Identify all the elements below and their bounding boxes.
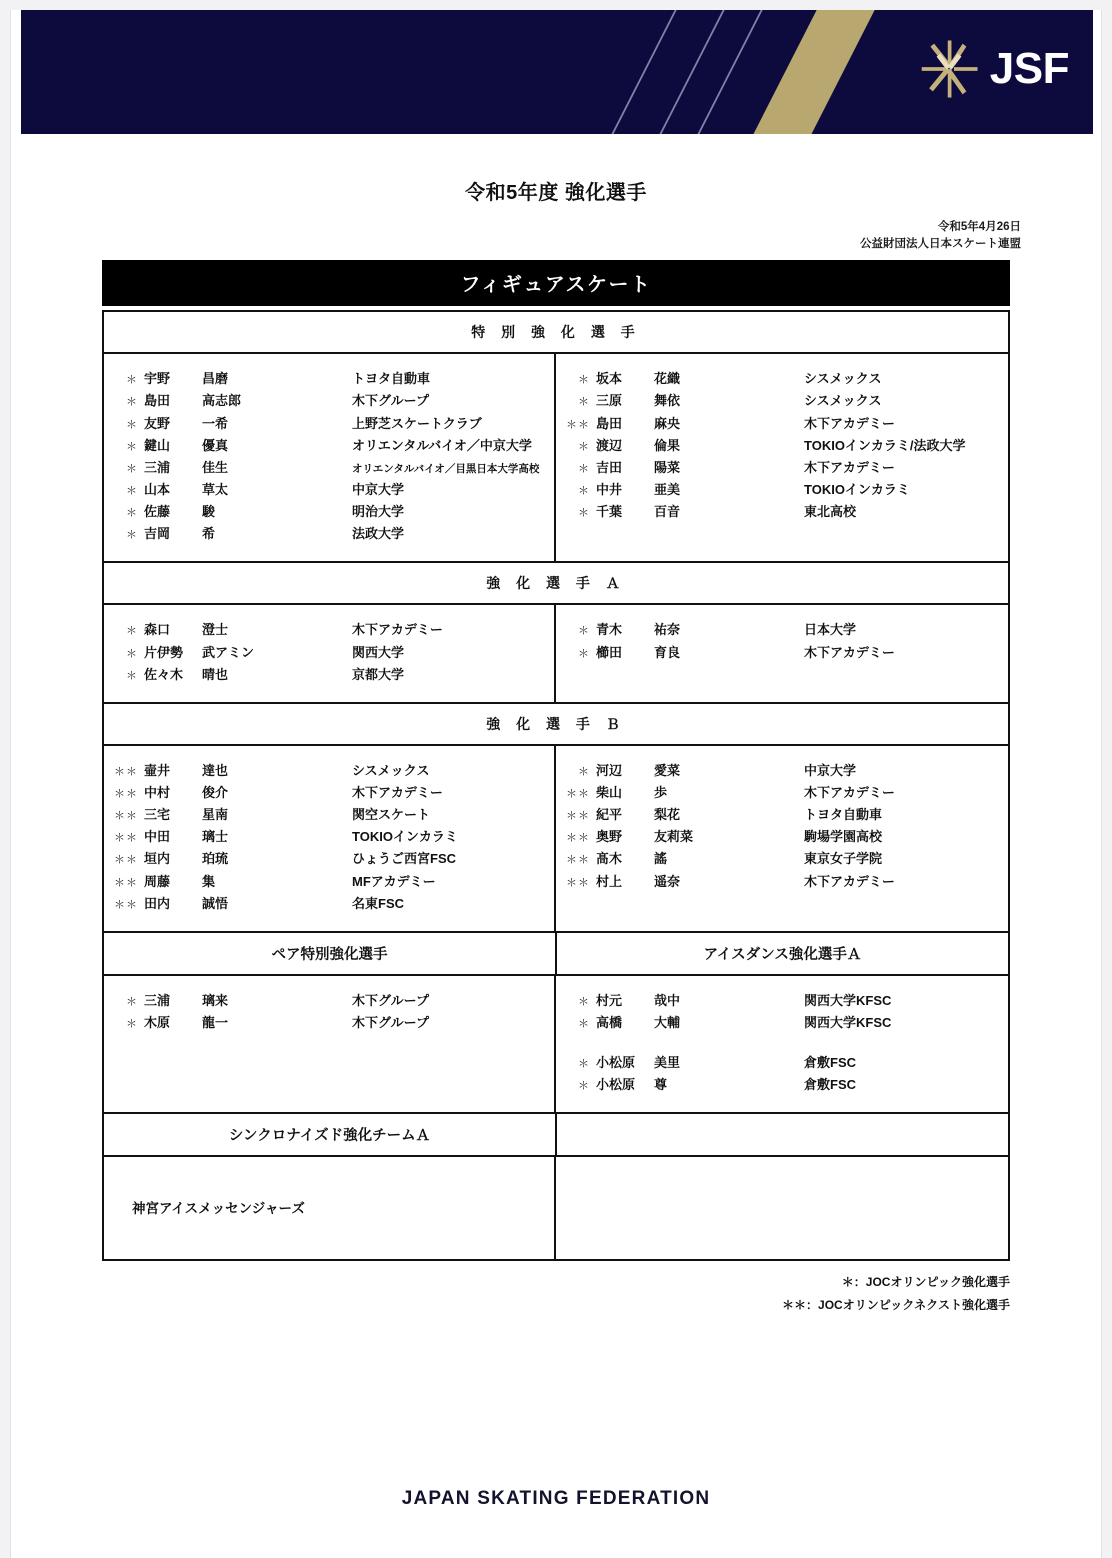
athlete-given-name: 祐奈	[654, 622, 681, 638]
roster-row	[104, 413, 554, 435]
athlete-affiliation: TOKIOインカラミ	[352, 829, 458, 845]
dance-column	[556, 976, 1008, 1113]
roster-row	[104, 501, 554, 523]
athlete-affiliation: 上野芝スケートクラブ	[352, 415, 482, 431]
athlete-given-name: 草太	[202, 482, 229, 498]
footnote-single-asterisk: ＊：JOCオリンピック強化選手	[841, 1275, 1010, 1290]
roster-row	[104, 479, 554, 501]
athlete-family-name: 田内	[144, 895, 171, 911]
roster-row	[104, 1012, 554, 1034]
asterisk-marker: ＊	[126, 396, 138, 409]
document-issuer: 公益財団法人日本スケート連盟	[860, 237, 1021, 250]
section-body-synchro	[104, 1157, 1008, 1259]
grade-b-right-column	[556, 746, 1008, 931]
athlete-affiliation: 木下アカデミー	[352, 785, 443, 801]
athlete-given-name: 尊	[654, 1077, 668, 1093]
section-header-synchro-label: シンクロナイズド強化チームＡ	[104, 1114, 557, 1155]
athlete-affiliation: 木下グループ	[352, 1015, 429, 1031]
athlete-family-name: 島田	[144, 393, 171, 409]
athlete-family-name: 渡辺	[596, 437, 623, 453]
section-body-grade-b	[104, 746, 1008, 933]
grade-b-left-column	[104, 746, 556, 931]
athlete-affiliation: 木下アカデミー	[804, 785, 895, 801]
synchro-header-empty-cell	[557, 1114, 1008, 1155]
asterisk-marker: ＊＊	[114, 810, 138, 823]
grade-a-left-column	[104, 605, 556, 701]
section-header-special: 特 別 強 化 選 手	[104, 312, 1008, 354]
asterisk-marker: ＊	[578, 1058, 590, 1071]
roster-row	[104, 871, 554, 893]
asterisk-marker: ＊	[126, 1018, 138, 1031]
roster-row	[556, 782, 1008, 804]
roster-row	[104, 760, 554, 782]
roster-row	[104, 390, 554, 412]
section-header-synchro	[104, 1114, 1008, 1157]
athlete-affiliation: ひょうご西宮FSC	[352, 851, 457, 867]
athlete-affiliation: 法政大学	[352, 526, 405, 542]
athlete-affiliation: 関西大学KFSC	[804, 992, 892, 1008]
header-banner	[21, 10, 1093, 134]
roster-row	[104, 893, 554, 915]
athlete-given-name: 一希	[202, 415, 229, 431]
athlete-family-name: 佐藤	[144, 504, 171, 520]
roster-row	[104, 642, 554, 664]
athlete-given-name: 謠	[654, 851, 668, 867]
athlete-family-name: 森口	[144, 622, 171, 638]
asterisk-marker: ＊	[578, 440, 590, 453]
section-header-grade-a: 強 化 選 手 Ａ	[104, 563, 1008, 605]
section-header-pair-dance	[104, 933, 1008, 976]
athlete-affiliation: 関空スケート	[352, 807, 431, 823]
discipline-bar: フィギュアスケート	[102, 260, 1010, 306]
section-header-dance: アイスダンス強化選手Ａ	[703, 946, 862, 963]
athlete-given-name: 友莉菜	[654, 829, 694, 845]
roster-spacer	[556, 1034, 1008, 1052]
athlete-affiliation: 木下アカデミー	[352, 622, 443, 638]
athlete-family-name: 柴山	[596, 785, 623, 801]
athlete-given-name: 希	[202, 526, 216, 542]
asterisk-marker: ＊	[578, 625, 590, 638]
roster-row	[556, 413, 1008, 435]
special-right-column	[556, 354, 1008, 561]
athlete-family-name: 島田	[596, 415, 623, 431]
athlete-given-name: 歩	[654, 785, 668, 801]
athlete-given-name: 花織	[654, 371, 681, 387]
athlete-given-name: 珀琉	[202, 851, 229, 867]
athlete-family-name: 村上	[596, 873, 623, 889]
athlete-family-name: 三浦	[144, 459, 171, 475]
asterisk-marker: ＊	[126, 529, 138, 542]
athlete-affiliation: 中京大学	[804, 762, 857, 778]
asterisk-marker: ＊	[578, 647, 590, 660]
athlete-family-name: 三宅	[144, 807, 171, 823]
athlete-family-name: 鍵山	[144, 437, 171, 453]
roster-row	[104, 523, 554, 545]
asterisk-marker: ＊	[126, 507, 138, 520]
document-date: 令和5年4月26日	[937, 221, 1021, 233]
athlete-given-name: 舞依	[654, 393, 681, 409]
athlete-affiliation: トヨタ自動車	[804, 807, 883, 823]
athlete-given-name: 麻央	[654, 415, 681, 431]
athlete-given-name: 遥奈	[654, 873, 681, 889]
athlete-affiliation: トヨタ自動車	[352, 371, 431, 387]
footnote-double-asterisk: ＊＊：JOCオリンピックネクスト強化選手	[782, 1298, 1010, 1313]
asterisk-marker: ＊	[126, 418, 138, 431]
synchro-team-name: 神宮アイスメッセンジャーズ	[132, 1201, 305, 1217]
roster-list	[556, 990, 1008, 1097]
athlete-affiliation: シスメックス	[804, 393, 882, 409]
roster-list	[104, 990, 554, 1034]
athlete-family-name: 櫛田	[596, 644, 623, 660]
athlete-given-name: 龍一	[202, 1015, 229, 1031]
athlete-family-name: 千葉	[596, 504, 623, 520]
roster-row	[556, 501, 1008, 523]
roster-row	[556, 642, 1008, 664]
athlete-given-name: 駿	[202, 504, 216, 520]
athlete-family-name: 中田	[144, 829, 171, 845]
athlete-family-name: 中村	[144, 785, 171, 801]
athlete-affiliation: 明治大学	[352, 504, 405, 520]
athlete-family-name: 垣内	[144, 851, 171, 867]
athlete-affiliation: 関西大学KFSC	[804, 1015, 892, 1031]
athlete-affiliation: 木下アカデミー	[804, 459, 895, 475]
athlete-family-name: 吉岡	[144, 526, 171, 542]
asterisk-marker: ＊	[126, 374, 138, 387]
roster-table	[102, 310, 1010, 1261]
athlete-given-name: 哉中	[654, 992, 681, 1008]
athlete-given-name: 達也	[202, 762, 229, 778]
athlete-affiliation: 京都大学	[352, 666, 405, 682]
athlete-given-name: 璃士	[202, 829, 229, 845]
roster-row	[556, 390, 1008, 412]
section-body-pair-dance	[104, 976, 1008, 1115]
roster-list	[556, 368, 1008, 523]
athlete-affiliation: 木下アカデミー	[804, 415, 895, 431]
athlete-given-name: 高志郎	[202, 393, 242, 409]
roster-row	[104, 848, 554, 870]
jsf-snowflake-icon	[918, 38, 980, 100]
section-body-grade-a	[104, 605, 1008, 703]
asterisk-marker: ＊＊	[566, 418, 590, 431]
roster-row	[104, 826, 554, 848]
roster-list	[104, 760, 554, 915]
athlete-affiliation: 東北高校	[804, 504, 857, 520]
athlete-family-name: 三原	[596, 393, 623, 409]
asterisk-marker: ＊＊	[114, 898, 138, 911]
asterisk-marker: ＊	[578, 995, 590, 1008]
page-title: 令和5年度 強化選手	[465, 182, 647, 204]
asterisk-marker: ＊	[578, 1080, 590, 1093]
athlete-affiliation: TOKIOインカラミ/法政大学	[804, 437, 966, 453]
athlete-family-name: 壷井	[144, 762, 171, 778]
athlete-family-name: 片伊勢	[144, 644, 184, 660]
special-left-column	[104, 354, 556, 561]
athlete-family-name: 小松原	[596, 1077, 636, 1093]
athlete-given-name: 誠悟	[202, 895, 229, 911]
asterisk-marker: ＊	[126, 647, 138, 660]
athlete-family-name: 坂本	[596, 371, 623, 387]
asterisk-marker: ＊	[578, 507, 590, 520]
roster-row	[104, 990, 554, 1012]
athlete-family-name: 中井	[596, 482, 623, 498]
roster-row	[556, 479, 1008, 501]
jsf-logo	[918, 38, 1069, 100]
athlete-affiliation: 東京女子学院	[804, 851, 883, 867]
athlete-family-name: 吉田	[596, 459, 623, 475]
asterisk-marker: ＊	[578, 485, 590, 498]
athlete-given-name: 優真	[202, 437, 229, 453]
athlete-affiliation: 倉敷FSC	[804, 1055, 857, 1071]
athlete-family-name: 紀平	[596, 807, 623, 823]
roster-row	[556, 871, 1008, 893]
athlete-affiliation: オリエンタルバイオ／目黒日本大学高校	[352, 462, 540, 475]
roster-row	[556, 619, 1008, 641]
roster-row	[104, 804, 554, 826]
synchro-empty-column	[556, 1157, 1008, 1259]
athlete-given-name: 育良	[654, 644, 681, 660]
athlete-given-name: 陽菜	[654, 459, 681, 475]
roster-row	[104, 435, 554, 457]
synchro-team-column	[104, 1157, 556, 1259]
athlete-affiliation: 駒場学園高校	[804, 829, 883, 845]
athlete-affiliation: MFアカデミー	[352, 873, 436, 889]
pair-column	[104, 976, 556, 1113]
asterisk-marker: ＊	[126, 462, 138, 475]
athlete-affiliation: 関西大学	[352, 644, 405, 660]
jsf-logo-text: JSF	[989, 44, 1069, 93]
asterisk-marker: ＊＊	[114, 876, 138, 889]
athlete-family-name: 佐々木	[144, 666, 184, 682]
athlete-family-name: 宇野	[144, 371, 171, 387]
roster-row	[104, 664, 554, 686]
athlete-family-name: 髙木	[596, 851, 623, 867]
athlete-family-name: 河辺	[596, 762, 623, 778]
roster-row	[104, 457, 554, 479]
asterisk-marker: ＊＊	[114, 765, 138, 778]
athlete-given-name: 武アミン	[202, 644, 255, 660]
asterisk-marker: ＊＊	[566, 876, 590, 889]
asterisk-marker: ＊	[578, 765, 590, 778]
asterisk-marker: ＊	[126, 625, 138, 638]
athlete-affiliation: 木下アカデミー	[804, 873, 895, 889]
athlete-affiliation: 倉敷FSC	[804, 1077, 857, 1093]
roster-list	[104, 619, 554, 685]
athlete-given-name: 昌磨	[202, 371, 229, 387]
athlete-given-name: 愛菜	[654, 762, 681, 778]
athlete-affiliation: オリエンタルバイオ／中京大学	[352, 437, 532, 453]
athlete-given-name: 澄士	[202, 622, 229, 638]
athlete-given-name: 俊介	[202, 785, 229, 801]
athlete-given-name: 集	[202, 873, 216, 889]
athlete-family-name: 高橋	[596, 1015, 623, 1031]
asterisk-marker: ＊＊	[566, 854, 590, 867]
roster-row	[556, 990, 1008, 1012]
athlete-family-name: 周藤	[144, 873, 171, 889]
athlete-family-name: 木原	[144, 1015, 171, 1031]
roster-row	[556, 848, 1008, 870]
roster-row	[556, 1074, 1008, 1096]
document-meta	[11, 219, 1101, 252]
athlete-affiliation: 木下グループ	[352, 992, 429, 1008]
roster-row	[104, 782, 554, 804]
grade-a-right-column	[556, 605, 1008, 701]
asterisk-marker: ＊	[126, 995, 138, 1008]
athlete-given-name: 美里	[654, 1055, 681, 1071]
athlete-affiliation: シスメックス	[804, 371, 882, 387]
asterisk-marker: ＊＊	[114, 832, 138, 845]
roster-row	[104, 619, 554, 641]
roster-row	[104, 368, 554, 390]
athlete-given-name: 梨花	[654, 807, 681, 823]
athlete-given-name: 星南	[202, 807, 229, 823]
roster-list	[556, 760, 1008, 893]
athlete-given-name: 晴也	[202, 666, 229, 682]
asterisk-marker: ＊	[126, 440, 138, 453]
banner-stripe-thin-1	[583, 10, 697, 134]
asterisk-marker: ＊＊	[566, 832, 590, 845]
asterisk-marker: ＊＊	[114, 854, 138, 867]
roster-list	[556, 619, 1008, 663]
footnotes	[102, 1271, 1010, 1317]
athlete-family-name: 奥野	[596, 829, 623, 845]
athlete-affiliation: 木下アカデミー	[804, 644, 895, 660]
athlete-affiliation: 中京大学	[352, 482, 405, 498]
athlete-family-name: 山本	[144, 482, 171, 498]
athlete-given-name: 璃来	[202, 992, 229, 1008]
roster-row	[556, 457, 1008, 479]
athlete-given-name: 佳生	[202, 459, 229, 475]
roster-row	[556, 1012, 1008, 1034]
document-page	[10, 10, 1102, 1558]
section-header-pair: ペア特別強化選手	[104, 933, 557, 974]
athlete-affiliation: シスメックス	[352, 762, 430, 778]
athlete-affiliation: 木下グループ	[352, 393, 429, 409]
athlete-family-name: 三浦	[144, 992, 171, 1008]
athlete-given-name: 亜美	[654, 482, 681, 498]
asterisk-marker: ＊＊	[566, 810, 590, 823]
athlete-family-name: 小松原	[596, 1055, 636, 1071]
athlete-affiliation: 名東FSC	[352, 895, 405, 911]
asterisk-marker: ＊	[578, 1018, 590, 1031]
athlete-family-name: 村元	[596, 992, 623, 1008]
asterisk-marker: ＊	[578, 396, 590, 409]
athlete-affiliation: TOKIOインカラミ	[804, 482, 910, 498]
athlete-given-name: 倫果	[654, 437, 681, 453]
athlete-given-name: 百音	[654, 504, 681, 520]
asterisk-marker: ＊＊	[114, 788, 138, 801]
roster-row	[556, 804, 1008, 826]
roster-row	[556, 435, 1008, 457]
asterisk-marker: ＊	[126, 485, 138, 498]
athlete-given-name: 大輔	[654, 1015, 681, 1031]
roster-list	[104, 368, 554, 545]
roster-row	[556, 826, 1008, 848]
asterisk-marker: ＊＊	[566, 788, 590, 801]
section-header-grade-b: 強 化 選 手 Ｂ	[104, 704, 1008, 746]
athlete-family-name: 青木	[596, 622, 623, 638]
page-footer: JAPAN SKATING FEDERATION	[401, 1488, 711, 1509]
asterisk-marker: ＊	[578, 462, 590, 475]
asterisk-marker: ＊	[126, 669, 138, 682]
section-body-special	[104, 354, 1008, 563]
roster-row	[556, 1052, 1008, 1074]
asterisk-marker: ＊	[578, 374, 590, 387]
roster-row	[556, 760, 1008, 782]
athlete-family-name: 友野	[144, 415, 171, 431]
roster-row	[556, 368, 1008, 390]
athlete-affiliation: 日本大学	[804, 622, 857, 638]
